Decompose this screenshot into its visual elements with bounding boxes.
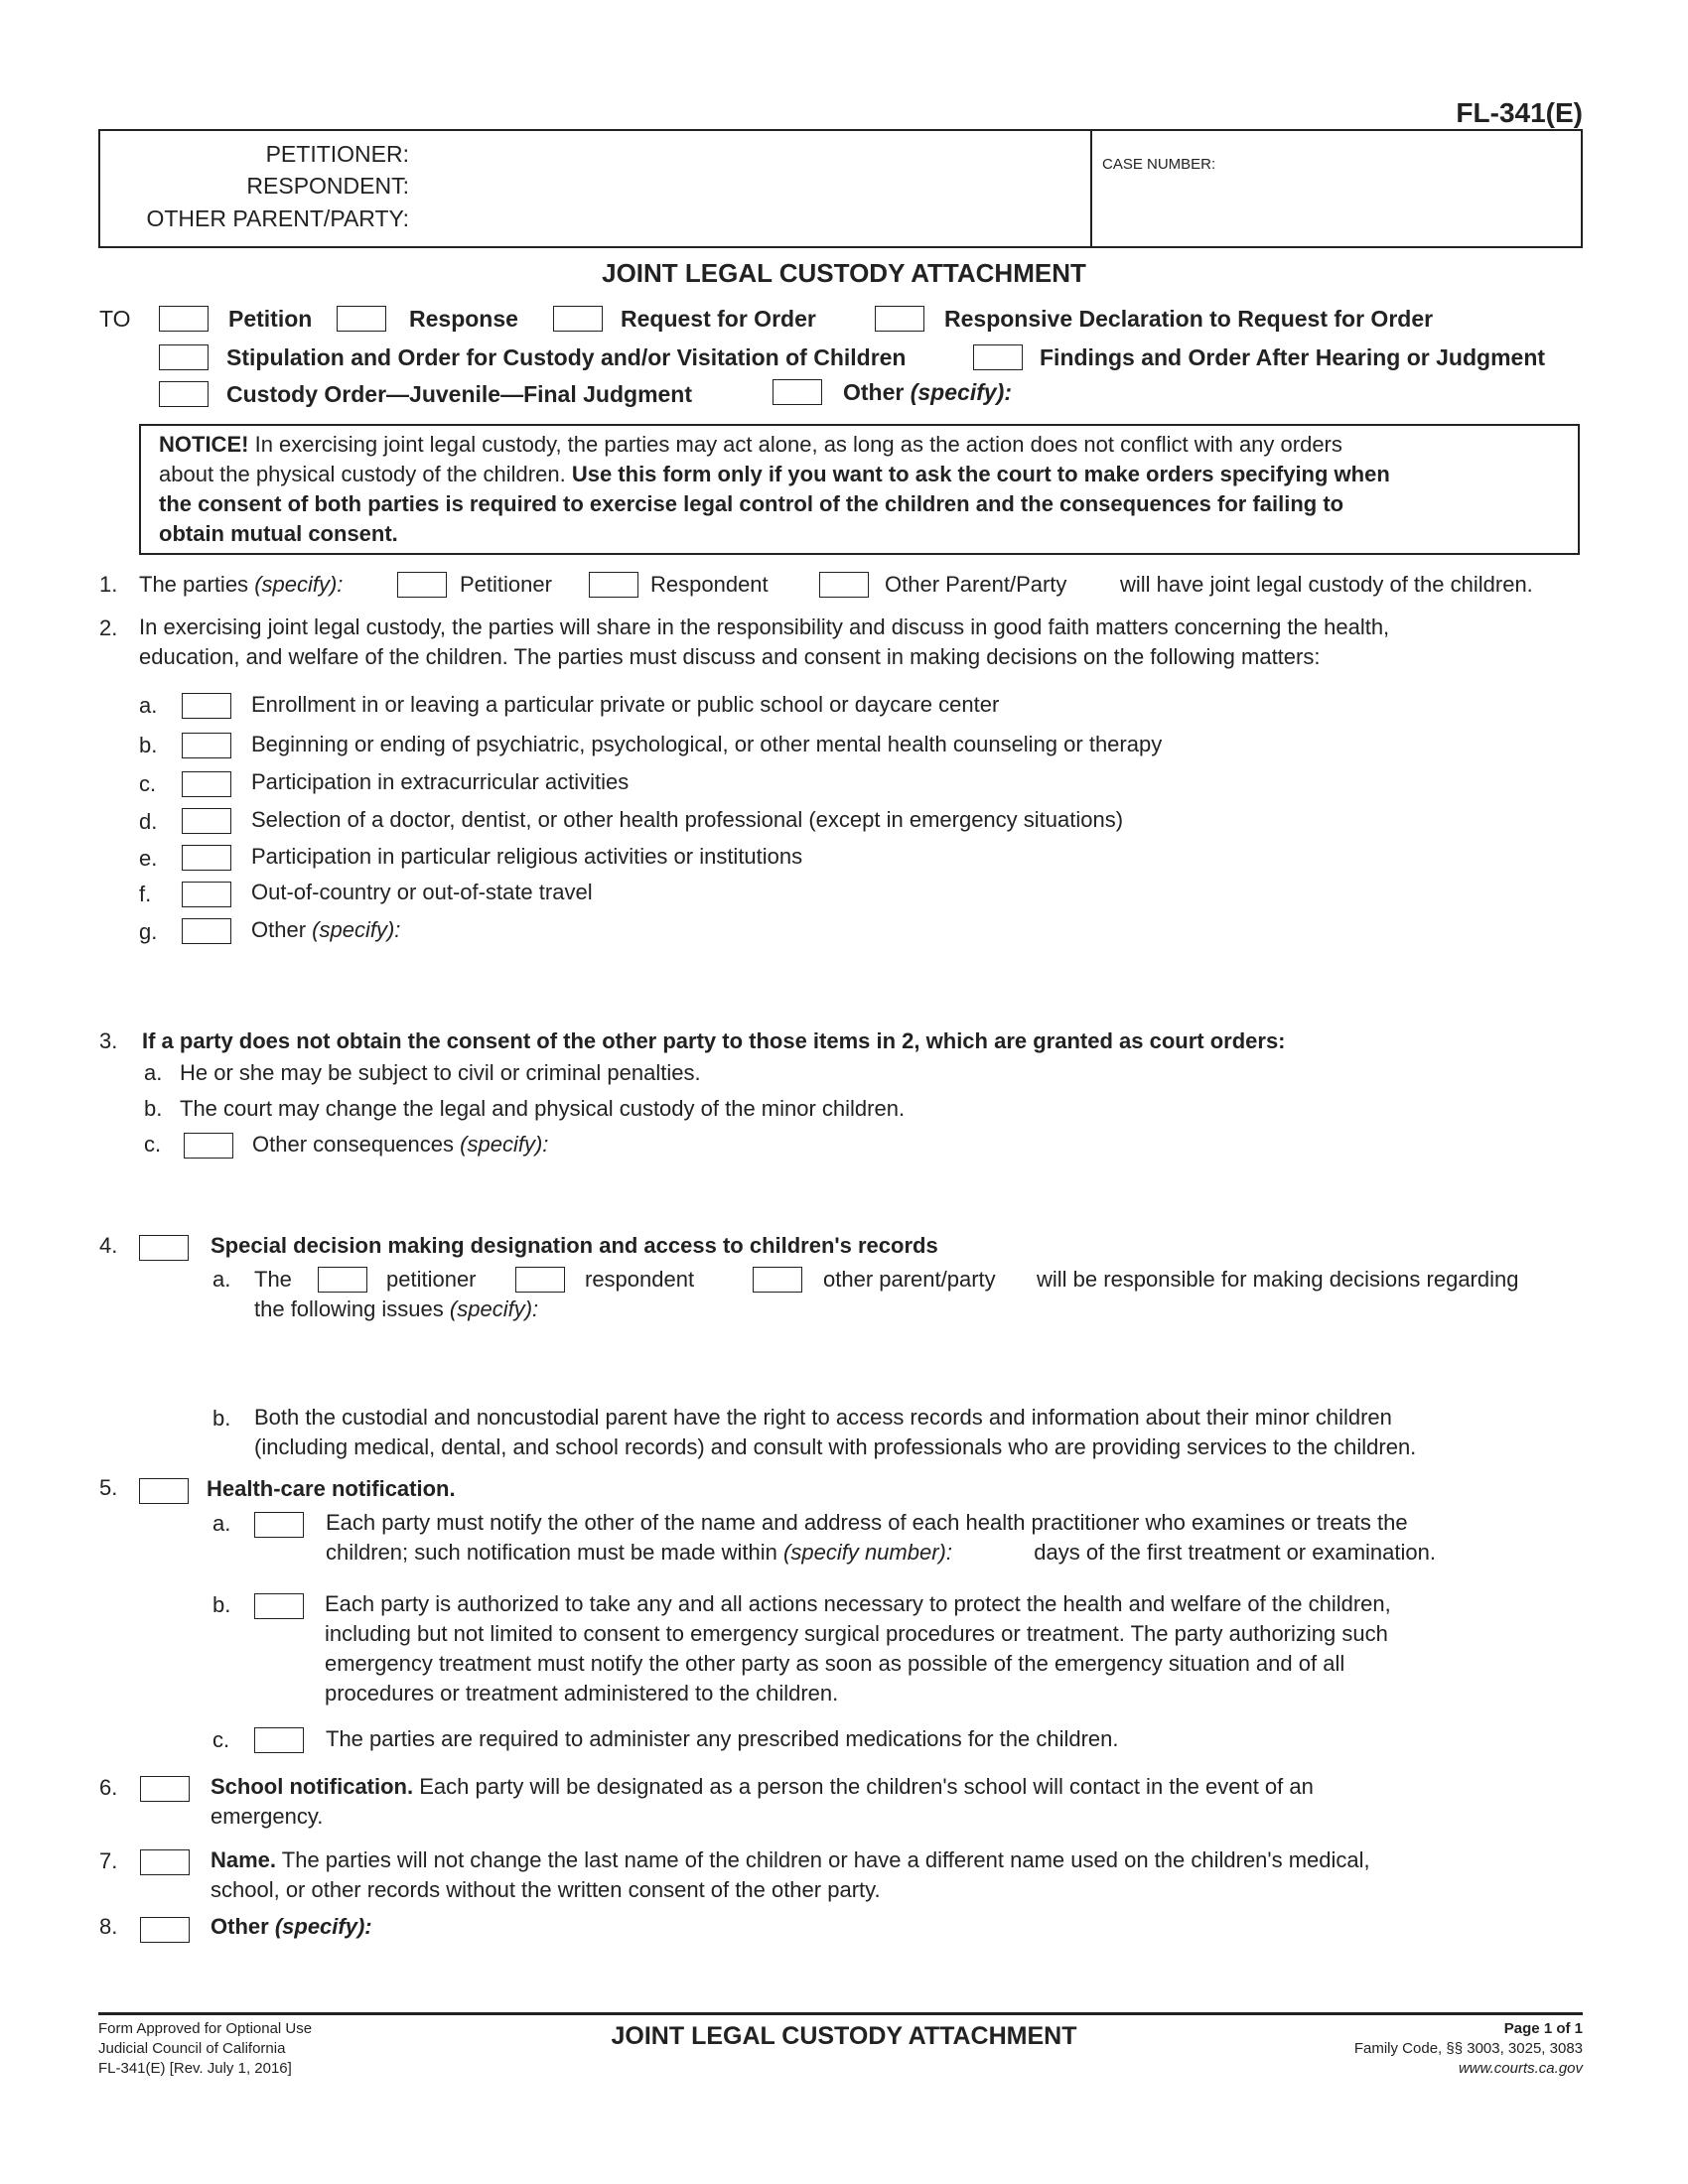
item1-other-parent-label: Other Parent/Party: [885, 572, 1067, 597]
notice-text-1: In exercising joint legal custody, the parties may act alone, as long as the action does not conflict with any orders: [254, 432, 1342, 457]
item2b-checkbox[interactable]: [182, 733, 231, 758]
item1-respondent-checkbox[interactable]: [589, 572, 638, 598]
item5-number: 5.: [99, 1475, 118, 1500]
item2g-letter: g.: [139, 919, 158, 944]
item2d-letter: d.: [139, 809, 158, 834]
item4a-letter: a.: [212, 1267, 231, 1292]
item3a-text: He or she may be subject to civil or criminal penalties.: [180, 1060, 701, 1085]
notice-line-4: obtain mutual consent.: [159, 521, 398, 546]
item1-petitioner-label: Petitioner: [460, 572, 552, 597]
response-checkbox[interactable]: [337, 306, 386, 332]
item2a-letter: a.: [139, 693, 158, 718]
other-to-label: [843, 379, 1012, 406]
item8-number: 8.: [99, 1914, 118, 1939]
other-to-checkbox[interactable]: [773, 379, 822, 405]
item1-tail: will have joint legal custody of the children.: [1120, 572, 1533, 597]
item6-line-2: emergency.: [211, 1804, 324, 1829]
item8-label: [211, 1914, 372, 1940]
item3b-letter: b.: [144, 1096, 163, 1121]
item5b-checkbox[interactable]: [254, 1593, 304, 1619]
responsive-declaration-label: Responsive Declaration to Request for Order: [944, 306, 1434, 332]
item5a-line2-pre: children; such notification must be made within: [326, 1540, 777, 1565]
item5a-letter: a.: [212, 1511, 231, 1536]
item1-lead: [139, 572, 343, 598]
findings-checkbox[interactable]: [973, 344, 1023, 370]
item5b-line-1: Each party is authorized to take any and all actions necessary to protect the health and welfare of the children,: [325, 1591, 1391, 1616]
item6-line-1: [211, 1772, 1314, 1802]
item2-line-1: In exercising joint legal custody, the parties will share in the responsibility and discuss in good faith matters concerning the health,: [139, 614, 1390, 639]
item5-checkbox[interactable]: [139, 1478, 189, 1504]
case-number-label[interactable]: CASE NUMBER:: [1102, 156, 1216, 173]
item1-lead-text: The parties: [139, 572, 249, 597]
item2e-checkbox[interactable]: [182, 845, 231, 871]
item2c-letter: c.: [139, 771, 157, 796]
item4b-line-2: (including medical, dental, and school records) and consult with professionals who are providing services to the children.: [254, 1434, 1417, 1459]
item7-number: 7.: [99, 1848, 118, 1873]
other-parent-label: OTHER PARENT/PARTY:: [146, 205, 409, 231]
notice-line-1: [159, 430, 1569, 460]
item2g-text: Other: [251, 917, 307, 942]
item5b-line-4: procedures or treatment administered to the children.: [325, 1681, 839, 1706]
item4-heading: Special decision making designation and access to children's records: [211, 1233, 938, 1258]
item3c-label: [252, 1132, 548, 1158]
item5a-line2-post: days of the first treatment or examination.: [1034, 1540, 1436, 1565]
item2f-checkbox[interactable]: [182, 882, 231, 907]
footer-website[interactable]: www.courts.ca.gov: [1458, 2060, 1583, 2077]
item4a-other-checkbox[interactable]: [753, 1267, 802, 1293]
item4a-respondent-checkbox[interactable]: [515, 1267, 565, 1293]
item2c-text: Participation in extracurricular activities: [251, 769, 630, 794]
responsive-declaration-checkbox[interactable]: [875, 306, 924, 332]
item1-respondent-label: Respondent: [650, 572, 769, 597]
item5a-checkbox[interactable]: [254, 1512, 304, 1538]
form-id: FL-341(E): [1456, 97, 1583, 128]
notice-text-2a: about the physical custody of the children.: [159, 462, 566, 486]
item2a-checkbox[interactable]: [182, 693, 231, 719]
item4b-letter: b.: [212, 1406, 231, 1431]
item2b-letter: b.: [139, 733, 158, 757]
response-label: Response: [409, 306, 518, 332]
item3a-letter: a.: [144, 1060, 163, 1085]
item5-heading: Health-care notification.: [207, 1476, 456, 1501]
item1-petitioner-checkbox[interactable]: [397, 572, 447, 598]
item2a-text: Enrollment in or leaving a particular private or public school or daycare center: [251, 692, 1000, 717]
item7-text: The parties will not change the last name of the children or have a different name used on the children's medical,: [281, 1847, 1370, 1872]
caption-divider: [1090, 130, 1092, 247]
item6-checkbox[interactable]: [140, 1776, 190, 1802]
other-to-specify: (specify):: [910, 379, 1012, 405]
footer-page: Page 1 of 1: [1503, 2020, 1583, 2037]
footer-rule: [98, 2012, 1583, 2015]
item6-text: Each party will be designated as a person the children's school will contact in the event of an: [419, 1774, 1314, 1799]
item2e-text: Participation in particular religious activities or institutions: [251, 844, 803, 869]
item5b-letter: b.: [212, 1592, 231, 1617]
item7-checkbox[interactable]: [140, 1849, 190, 1875]
item4a-the: The: [254, 1267, 292, 1292]
petitioner-label: PETITIONER:: [265, 141, 409, 167]
item7-line-2: school, or other records without the written consent of the other party.: [211, 1877, 881, 1902]
item8-checkbox[interactable]: [140, 1917, 190, 1943]
custody-order-label: Custody Order—Juvenile—Final Judgment: [226, 381, 693, 407]
custody-order-checkbox[interactable]: [159, 381, 209, 407]
footer-title: JOINT LEGAL CUSTODY ATTACHMENT: [611, 2022, 1077, 2050]
item4a-respondent-label: respondent: [585, 1267, 695, 1292]
item6-number: 6.: [99, 1775, 118, 1800]
item3c-checkbox[interactable]: [184, 1133, 233, 1159]
item4a-tail: will be responsible for making decisions regarding: [1037, 1267, 1519, 1292]
footer-code: Family Code, §§ 3003, 3025, 3083: [1353, 2040, 1583, 2057]
item1-specify: (specify):: [254, 572, 344, 597]
item5c-letter: c.: [212, 1727, 230, 1752]
item4a-specify: (specify):: [449, 1297, 539, 1321]
notice-lead: NOTICE!: [159, 432, 249, 457]
item1-number: 1.: [99, 572, 118, 597]
item5c-checkbox[interactable]: [254, 1727, 304, 1753]
item7-heading: Name.: [211, 1847, 277, 1872]
item4a-petitioner-label: petitioner: [386, 1267, 477, 1292]
item2d-text: Selection of a doctor, dentist, or other health professional (except in emergency situations): [251, 807, 1124, 832]
stipulation-checkbox[interactable]: [159, 344, 209, 370]
item2f-text: Out-of-country or out-of-state travel: [251, 880, 593, 904]
item4a-line-2: [254, 1297, 538, 1322]
item2c-checkbox[interactable]: [182, 771, 231, 797]
request-for-order-checkbox[interactable]: [553, 306, 603, 332]
item4a-other-label: other parent/party: [823, 1267, 996, 1292]
notice-line-2: [159, 460, 1569, 489]
item8-specify: (specify):: [274, 1914, 372, 1939]
item2-number: 2.: [99, 615, 118, 640]
item4b-line-1: Both the custodial and noncustodial parent have the right to access records and information about their minor children: [254, 1405, 1392, 1430]
item5b-line-2: including but not limited to consent to emergency surgical procedures or treatment. The party authorizing such: [325, 1621, 1388, 1646]
item4a-line2-text: the following issues: [254, 1297, 444, 1321]
item3-heading: If a party does not obtain the consent of the other party to those items in 2, which are granted as court orders:: [142, 1028, 1286, 1053]
stipulation-label: Stipulation and Order for Custody and/or Visitation of Children: [226, 344, 907, 370]
item8-heading: Other: [211, 1914, 269, 1939]
to-label: TO: [99, 306, 131, 332]
notice-text-2b: Use this form only if you want to ask the court to make orders specifying when: [571, 462, 1390, 486]
item4-number: 4.: [99, 1233, 118, 1258]
item2e-letter: e.: [139, 846, 158, 871]
item2g-checkbox[interactable]: [182, 918, 231, 944]
item2f-letter: f.: [139, 882, 152, 906]
other-to-text: Other: [843, 379, 905, 405]
item1-other-parent-checkbox[interactable]: [819, 572, 869, 598]
petition-label: Petition: [228, 306, 313, 332]
item3b-text: The court may change the legal and physical custody of the minor children.: [180, 1096, 906, 1121]
footer-left-3: FL-341(E) [Rev. July 1, 2016]: [98, 2060, 292, 2077]
item2g-specify: (specify):: [312, 917, 401, 942]
footer-left-2: Judicial Council of California: [98, 2040, 286, 2057]
item4-checkbox[interactable]: [139, 1235, 189, 1261]
item2d-checkbox[interactable]: [182, 808, 231, 834]
respondent-label: RESPONDENT:: [246, 173, 409, 199]
item3c-specify: (specify):: [460, 1132, 549, 1157]
notice-line-3: the consent of both parties is required to exercise legal control of the children and the consequences for failing to: [159, 491, 1344, 516]
item7-line-1: [211, 1845, 1370, 1875]
item2-line-2: education, and welfare of the children. The parties must discuss and consent in making decisions on the following matters:: [139, 644, 1321, 669]
findings-label: Findings and Order After Hearing or Judgment: [1040, 344, 1546, 370]
item4a-petitioner-checkbox[interactable]: [318, 1267, 367, 1293]
item5b-line-3: emergency treatment must notify the other party as soon as possible of the emergency situation and of all: [325, 1651, 1345, 1676]
item2b-text: Beginning or ending of psychiatric, psychological, or other mental health counseling or therapy: [251, 732, 1163, 756]
footer-left-1: Form Approved for Optional Use: [98, 2020, 313, 2037]
item3-number: 3.: [99, 1028, 118, 1053]
item5a-specify: (specify number):: [783, 1540, 952, 1565]
request-for-order-label: Request for Order: [621, 306, 816, 332]
item5c-text: The parties are required to administer any prescribed medications for the children.: [326, 1726, 1119, 1751]
item5a-line-2: [326, 1538, 1436, 1568]
page-title: JOINT LEGAL CUSTODY ATTACHMENT: [602, 258, 1086, 288]
item6-heading: School notification.: [211, 1774, 414, 1799]
item3c-text: Other consequences: [252, 1132, 455, 1157]
item5a-line-1: Each party must notify the other of the name and address of each health practitioner who examines or treats the: [326, 1510, 1408, 1535]
petition-checkbox[interactable]: [159, 306, 209, 332]
item3c-letter: c.: [144, 1132, 162, 1157]
item2g-label: [251, 917, 400, 943]
